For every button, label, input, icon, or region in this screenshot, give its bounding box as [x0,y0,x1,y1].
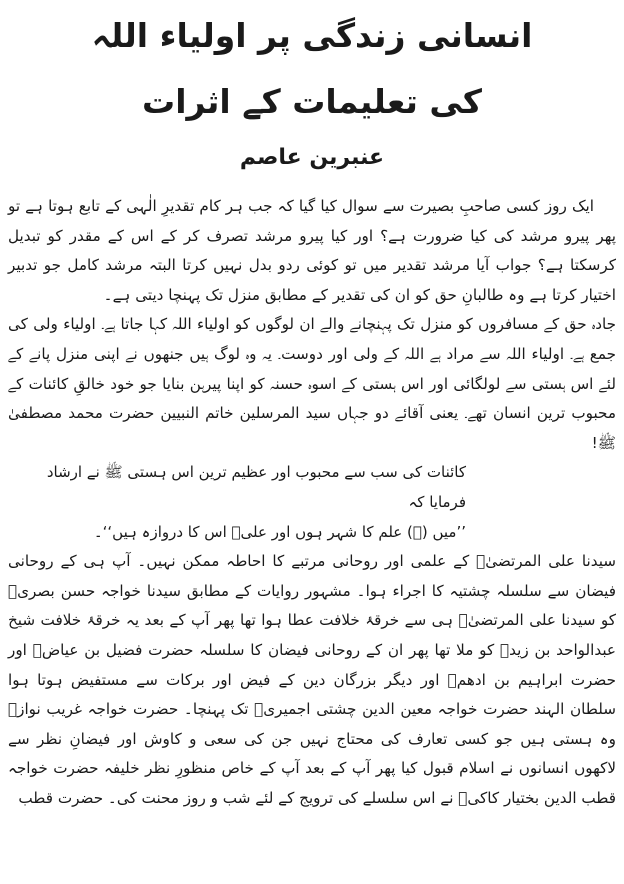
paragraph-3: سیدنا علی المرتضیٰؓ کے علمی اور روحانی مرتبے کا احاطہ ممکن نہیں۔ آپ ہی کے روحانی فیضان سے سلسلہ چشتیہ کا اجراء ہوا۔ مشہور روایات کے مطابق سیدنا خواجہ حسن بصریؒ کو سیدنا علی المرتضیٰؓ ہی سے خرقۂ خلافت عطا ہوا تھا پھر آپ کے بعد یہ خرقۂ خلافت شیخ عبدالواحد بن زیدؒ کو ملا تھا پھر ان کے روحانی فیضان کا سلسلہ حضرت فضیل بن عیاضؒ اور حضرت ابراہیم بن ادھمؒ اور دیگر بزرگان دین کے فیض اور برکات سے مستفیض ہوتا ہوا سلطان الہند حضرت خواجہ معین الدین چشتی اجمیریؒ تک پہنچا۔ حضرت خواجہ غریب نوازؒ وہ ہستی ہیں جو کسی تعارف کی محتاج نہیں جن کی سعی و کاوش اور فیضانِ نظر سے لاکھوں انسانوں نے اسلام قبول کیا پھر آپ کے بعد آپ کے خاص منظورِ نظر خلیفہ حضرت خواجہ قطب الدین بختیار کاکیؒ نے اس سلسلے کی ترویج کے لئے شب و روز محنت کی۔ حضرت قطب [8,552,616,807]
article-title-line-1: انسانی زندگی پر اولیاء اللہ [91,16,533,55]
article-body [8,192,616,813]
author-name: عنبرین عاصم [239,145,385,170]
quote-intro: کائنات کی سب سے محبوب اور عظیم ترین اس ہستی ﷺ نے ارشاد فرمایا کہ [46,463,466,511]
paragraph-2: جادہ حق کے مسافروں کو منزل تک پہنچانے والے ان لوگوں کو اولیاء اللہ کہا جاتا ہے۔ اولیاء ولی کی جمع ہے۔ اولیاء اللہ سے مراد ہے اللہ کے ولی اور دوست۔ یہ وہ لوگ ہیں جنھوں نے اپنی منزل پانے کے لئے اس ہستی سے لولگائی اور اس ہستی کے اسوہ حسنہ کو اپنا پیرہن بنایا جو خود خالقِ کائنات کے محبوب ترین انسان تھے۔ یعنی آقائے دو جہاں سید المرسلین خاتم النبیین حضرت محمد مصطفیٰ ﷺ! [8,315,616,452]
quote-text: ’’میں (ﷺ) علم کا شہر ہوں اور علیؓ اس کا دروازہ ہیں‘‘۔ [93,522,466,541]
paragraph-1: ایک روز کسی صاحبِ بصیرت سے سوال کیا گیا کہ جب ہر کام تقدیرِ الٰہی کے تابع ہوتا ہے تو پھر پیرو مرشد کی کیا ضرورت ہے؟ اور کیا پیرو مرشد تصرف کر کے اس کے مقدر کو تبدیل کرسکتا ہے؟ جواب آیا مرشد تقدیر میں تو کوئی ردو بدل نہیں کرتا البتہ مرشد کامل جو تدبیر اختیار کرتا ہے وہ طالبانِ حق کو ان کی تقدیر کے مطابق منزل تک پہنچا دیتی ہے۔ [8,197,616,304]
article-title-line-2: کی تعلیمات کے اثرات [142,82,482,121]
